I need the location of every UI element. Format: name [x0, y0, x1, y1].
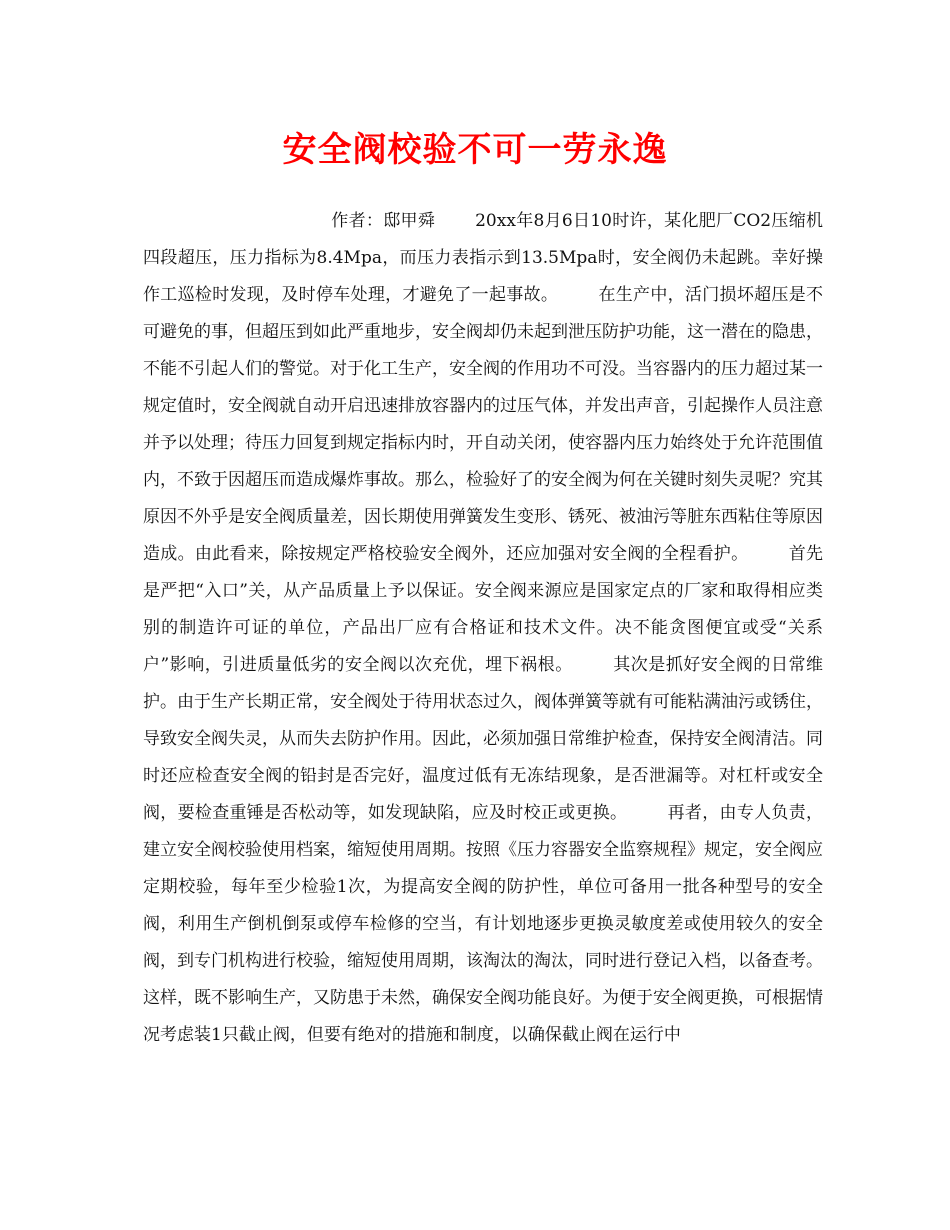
paragraph-3: 首先是严把“入口”关，从产品质量上予以保证。安全阀来源应是国家定点的厂家和取得相应类别的制造许可证的单位，产品出厂应有合格证和技术文件。决不能贪图便宜或受“关系户”影响，引进质量低劣的安全阀以次充优，埋下祸根。 — [143, 544, 824, 675]
document-body — [143, 203, 823, 1054]
paragraph-4: 其次是抓好安全阀的日常维护。由于生产长期正常，安全阀处于待用状态过久，阀体弹簧等就有可能粘满油污或锈住，导致安全阀失灵，从而失去防护作用。因此，必须加强日常维护检查，保持安全阀清洁。同时还应检查安全阀的铅封是否完好，温度过低有无冻结现象，是否泄漏等。对杠杆或安全阀，要检查重锤是否松动等，如发现缺陷，应及时校正或更换。 — [143, 655, 823, 823]
paragraph-1: 20xx年8月6日10时许，某化肥厂CO2压缩机四段超压，压力指标为8.4Mpa，而压力表指示到13.5Mpa时，安全阀仍未起跳。幸好操作工巡检时发现，及时停车处理，才避免了一起事故。 — [143, 211, 823, 305]
paragraph-2: 在生产中，活门损坏超压是不可避免的事，但超压到如此严重地步，安全阀却仍未起到泄压防护功能，这一潜在的隐患，不能不引起人们的警觉。对于化工生产，安全阀的作用功不可没。当容器内的压力超过某一规定值时，安全阀就自动开启迅速排放容器内的过压气体，并发出声音，引起操作人员注意并予以处理；待压力回复到规定指标内时，开自动关闭，使容器内压力始终处于允许范围值内，不致于因超压而造成爆炸事故。那么，检验好了的安全阀为何在关键时刻失灵呢？究其原因不外乎是安全阀质量差，因长期使用弹簧发生变形、锈死、被油污等脏东西粘住等原因造成。由此看来，除按规定严格校验安全阀外，还应加强对安全阀的全程看护。 — [143, 285, 824, 564]
paragraph-5: 再者，由专人负责，建立安全阀校验使用档案，缩短使用周期。按照《压力容器安全监察规程》规定，安全阀应定期校验，每年至少检验1次，为提高安全阀的防护性，单位可备用一批各种型号的安全阀，利用生产倒机倒泵或停车检修的空当，有计划地逐步更换灵敏度差或使用较久的安全阀，到专门机构进行校验，缩短使用周期，该淘汰的淘汰，同时进行登记入档，以备查考。这样，既不影响生产，又防患于未然，确保安全阀功能良好。为便于安全阀更换，可根据情况考虑装1只截止阀，但要有绝对的措施和制度，以确保截止阀在运行中 — [143, 803, 824, 1045]
document-title: 安全阀校验不可一劳永逸 — [282, 130, 668, 170]
author-line: 作者：邸甲舜 — [331, 211, 436, 231]
